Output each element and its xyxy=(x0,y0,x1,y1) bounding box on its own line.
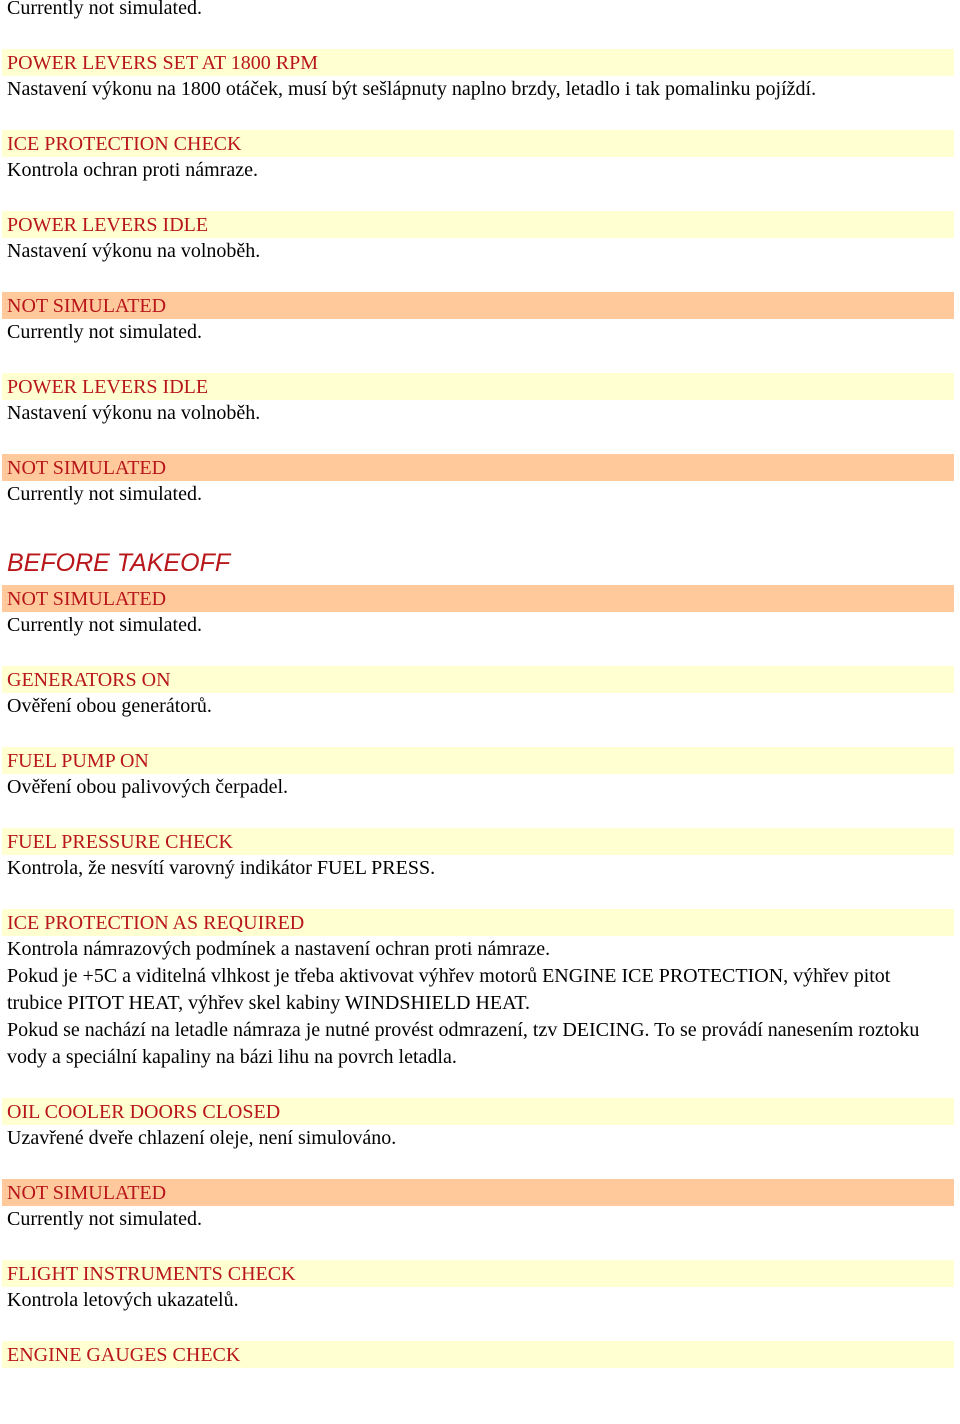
checklist-item xyxy=(0,1098,960,1152)
checklist-item xyxy=(0,0,960,22)
item-title: ICE PROTECTION AS REQUIRED xyxy=(2,909,954,936)
checklist-item xyxy=(0,747,960,801)
item-gap xyxy=(0,103,960,130)
item-description: Currently not simulated. xyxy=(7,483,202,505)
checklist-item xyxy=(0,49,960,103)
item-title: ENGINE GAUGES CHECK xyxy=(2,1341,954,1368)
item-description: Nastavení výkonu na volnoběh. xyxy=(7,240,261,262)
item-title: POWER LEVERS IDLE xyxy=(2,373,954,400)
item-title: GENERATORS ON xyxy=(2,666,954,693)
item-description: Kontrola námrazových podmínek a nastavení ochran proti námraze. Pokud je +5C a viditelná vlhkost je třeba aktivovat výhřev motorů ENGINE ICE PROTECTION, výhřev pitot trubice PITOT HEAT, výhřev skel kabiny WINDSHIELD HEAT. Pokud se nachází na letadle námraza je nutné provést odmrazení, tzv DEICING. To se provádí nanesením roztoku vody a speciální kapaliny na bázi lihu na povrch letadla. xyxy=(7,938,920,1068)
checklist-item xyxy=(0,1179,960,1233)
item-gap xyxy=(0,1314,960,1341)
item-title: POWER LEVERS IDLE xyxy=(2,211,954,238)
checklist-item xyxy=(0,373,960,427)
checklist-item xyxy=(0,292,960,346)
item-gap xyxy=(0,1233,960,1260)
item-description: Currently not simulated. xyxy=(7,0,202,19)
item-description: Currently not simulated. xyxy=(7,321,202,343)
item-gap xyxy=(0,265,960,292)
item-gap xyxy=(0,1152,960,1179)
checklist-item xyxy=(0,666,960,720)
item-title: FUEL PUMP ON xyxy=(2,747,954,774)
item-gap xyxy=(0,801,960,828)
checklist-item xyxy=(0,909,960,1071)
item-gap xyxy=(0,427,960,454)
item-gap xyxy=(0,22,960,49)
item-description: Kontrola, že nesvítí varovný indikátor FUEL PRESS. xyxy=(7,857,436,879)
item-title: POWER LEVERS SET AT 1800 RPM xyxy=(2,49,954,76)
checklist-item xyxy=(0,585,960,639)
item-title: NOT SIMULATED xyxy=(2,292,954,319)
item-description: Ověření obou generátorů. xyxy=(7,695,212,717)
item-description: Uzavřené dveře chlazení oleje, není simulováno. xyxy=(7,1127,397,1149)
item-description: Currently not simulated. xyxy=(7,614,202,636)
item-gap xyxy=(0,720,960,747)
item-gap xyxy=(0,1071,960,1098)
item-title: FLIGHT INSTRUMENTS CHECK xyxy=(2,1260,954,1287)
checklist-item xyxy=(0,211,960,265)
item-title: ICE PROTECTION CHECK xyxy=(2,130,954,157)
item-title: NOT SIMULATED xyxy=(2,1179,954,1206)
item-description: Ověření obou palivových čerpadel. xyxy=(7,776,289,798)
item-gap xyxy=(0,508,960,535)
checklist-item xyxy=(0,454,960,508)
checklist-item xyxy=(0,130,960,184)
item-description: Kontrola ochran proti námraze. xyxy=(7,159,259,181)
item-title: OIL COOLER DOORS CLOSED xyxy=(2,1098,954,1125)
checklist-item xyxy=(0,1260,960,1314)
item-description: Nastavení výkonu na volnoběh. xyxy=(7,402,261,424)
item-gap xyxy=(0,639,960,666)
item-description: Kontrola letových ukazatelů. xyxy=(7,1289,239,1311)
item-title: FUEL PRESSURE CHECK xyxy=(2,828,954,855)
item-gap xyxy=(0,346,960,373)
section-heading: BEFORE TAKEOFF xyxy=(7,549,231,577)
item-title: NOT SIMULATED xyxy=(2,454,954,481)
checklist-item xyxy=(0,828,960,882)
checklist-item xyxy=(0,1341,960,1368)
item-gap xyxy=(0,184,960,211)
item-description: Currently not simulated. xyxy=(7,1208,202,1230)
item-description: Nastavení výkonu na 1800 otáček, musí být sešlápnuty naplno brzdy, letadlo i tak pomalinku pojíždí. xyxy=(7,78,817,100)
item-title: NOT SIMULATED xyxy=(2,585,954,612)
item-gap xyxy=(0,882,960,909)
